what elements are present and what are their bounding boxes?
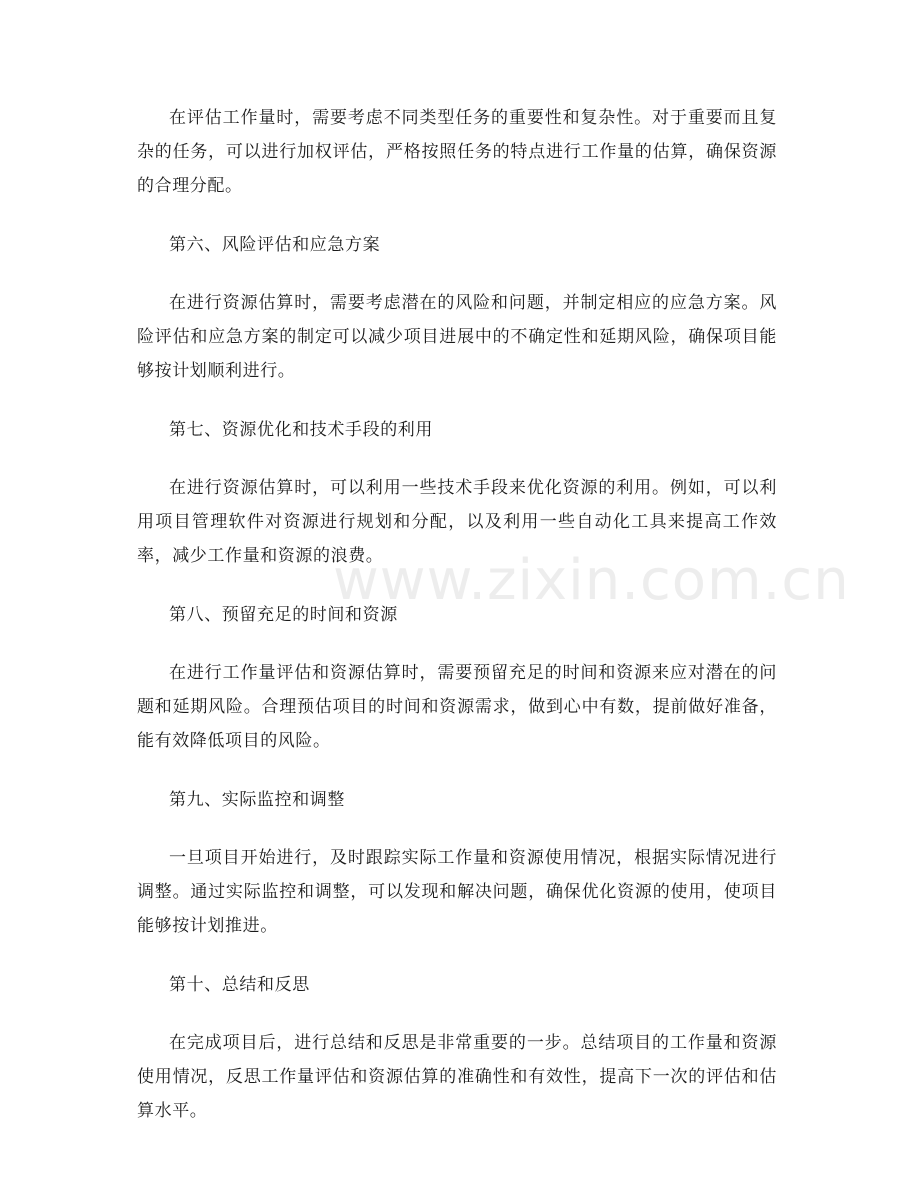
section-heading: 第九、实际监控和调整 [169, 790, 345, 810]
section-heading: 第七、资源优化和技术手段的利用 [169, 420, 433, 440]
paragraph: 在进行资源估算时，需要考虑潜在的风险和问题，并制定相应的应急方案。风险评估和应急方案的制定可以减少项目进展中的不确定性和延期风险，确保项目能够按计划顺利进行。 [137, 293, 777, 381]
paragraph: 一旦项目开始进行，及时跟踪实际工作量和资源使用情况，根据实际情况进行调整。通过实际监控和调整，可以发现和解决问题，确保优化资源的使用，使项目能够按计划推进。 [137, 848, 777, 936]
section-heading: 第十、总结和反思 [169, 975, 310, 995]
paragraph: 在评估工作量时，需要考虑不同类型任务的重要性和复杂性。对于重要而且复杂的任务，可以进行加权评估，严格按照任务的特点进行工作量的估算，确保资源的合理分配。 [137, 108, 777, 196]
paragraph: 在进行工作量评估和资源估算时，需要预留充足的时间和资源来应对潜在的问题和延期风险。合理预估项目的时间和资源需求，做到心中有数，提前做好准备，能有效降低项目的风险。 [137, 663, 777, 751]
document-body [137, 101, 777, 1153]
section-heading: 第六、风险评估和应急方案 [169, 235, 381, 255]
watermark: www.zixin.com.cn [333, 548, 850, 613]
paragraph: 在进行资源估算时，可以利用一些技术手段来优化资源的利用。例如，可以利用项目管理软件对资源进行规划和分配，以及利用一些自动化工具来提高工作效率，减少工作量和资源的浪费。 [137, 478, 777, 566]
section-heading: 第八、预留充足的时间和资源 [169, 605, 398, 625]
paragraph: 在完成项目后，进行总结和反思是非常重要的一步。总结项目的工作量和资源使用情况，反思工作量评估和资源估算的准确性和有效性，提高下一次的评估和估算水平。 [137, 1033, 777, 1121]
